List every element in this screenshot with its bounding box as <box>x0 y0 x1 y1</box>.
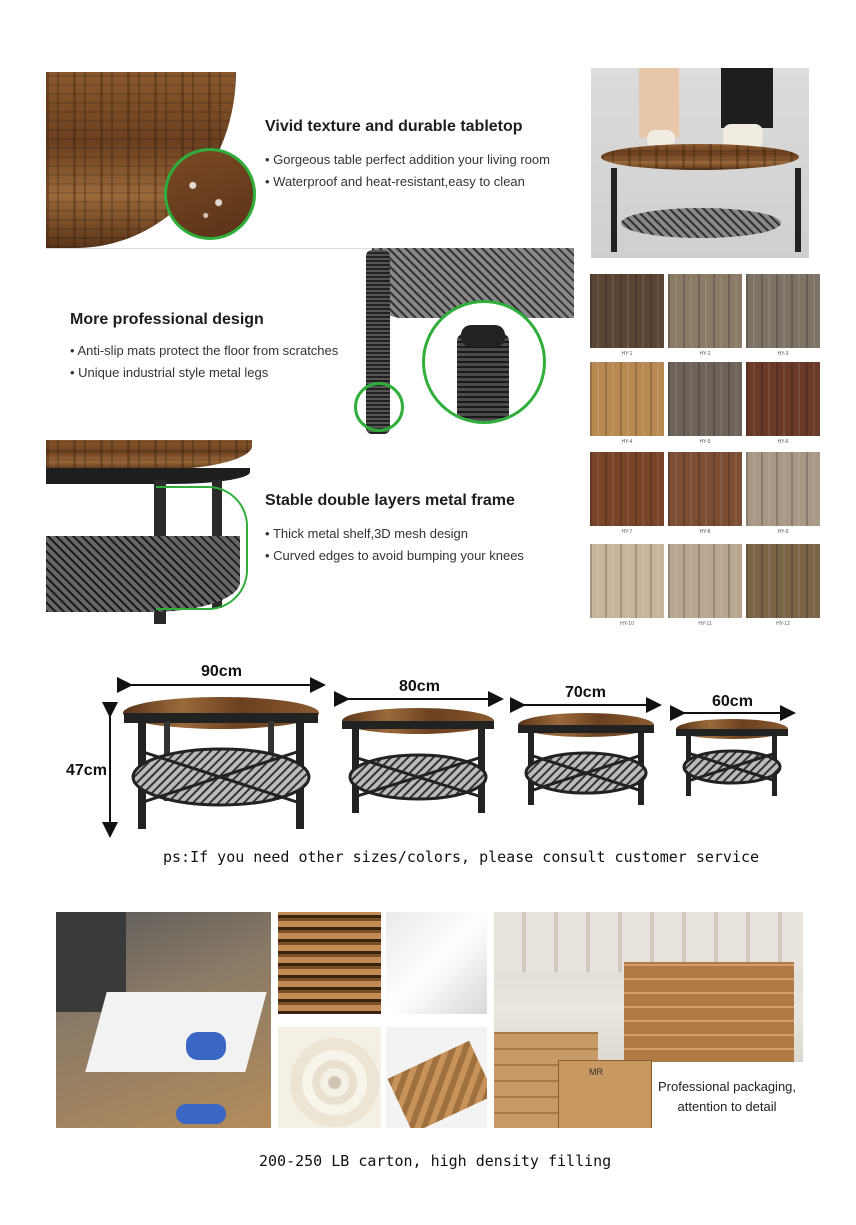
swatch-label: HY-11 <box>698 621 712 627</box>
color-swatch <box>590 452 664 526</box>
color-swatch <box>590 274 664 348</box>
cardboard-corner <box>388 1041 487 1128</box>
swatch-label: HY-2 <box>699 351 711 357</box>
packaging-caption <box>652 1077 802 1117</box>
diameter-label: 60cm <box>712 693 753 710</box>
swatch-label: HY-4 <box>621 439 633 445</box>
feature-bullet: • Gorgeous table perfect addition your living room <box>265 149 550 171</box>
color-swatch-grid <box>588 270 812 628</box>
carton-footer-note: 200-250 LB carton, high density filling <box>259 1152 612 1170</box>
swatch-label: HY-6 <box>777 439 789 445</box>
swatch-label: HY-7 <box>621 529 633 535</box>
corrugated-cardboard-photo <box>278 912 381 1014</box>
blue-glove <box>186 1032 226 1060</box>
color-swatch <box>746 452 820 526</box>
table-60cm <box>676 719 788 796</box>
packaging-caption-line: attention to detail <box>677 1099 777 1114</box>
foam-sheets-photo <box>386 912 487 1014</box>
carton-stack <box>624 962 794 1062</box>
feature-bullet: • Waterproof and heat-resistant,easy to clean <box>265 171 525 193</box>
custom-order-note: ps:If you need other sizes/colors, please consult customer service <box>163 848 760 866</box>
feature-title: Vivid texture and durable tabletop <box>265 118 523 135</box>
anti-slip-pad-zoom-circle <box>422 300 546 424</box>
round-tabletop <box>46 440 252 470</box>
person-legs <box>639 68 679 138</box>
color-swatch <box>668 362 742 436</box>
color-swatch <box>746 544 820 618</box>
blue-glove <box>176 1104 226 1124</box>
load-bearing-photo <box>591 68 809 258</box>
diameter-label: 80cm <box>399 678 440 695</box>
feature-bullet: • Thick metal shelf,3D mesh design <box>265 523 468 545</box>
diameter-label: 90cm <box>201 663 242 680</box>
diameter-label: 70cm <box>565 684 606 701</box>
color-swatch <box>590 362 664 436</box>
feature-title: Stable double layers metal frame <box>265 492 515 509</box>
swatch-label: HY-3 <box>777 351 789 357</box>
swatch-label: HY-12 <box>776 621 790 627</box>
color-swatch <box>668 544 742 618</box>
swatch-label: HY-8 <box>699 529 711 535</box>
pearl-cotton-roll-photo <box>278 1027 381 1128</box>
swatch-label: HY-5 <box>699 439 711 445</box>
table-80cm <box>342 708 494 813</box>
feature-title: More professional design <box>70 311 264 328</box>
leg-foot-highlight-circle <box>354 382 404 432</box>
swatch-label: HY-9 <box>777 529 789 535</box>
table-70cm <box>518 713 654 805</box>
packing-worker-photo <box>56 912 271 1128</box>
two-tier-frame-image <box>46 440 252 624</box>
color-swatch <box>590 544 664 618</box>
feature-bullet: • Curved edges to avoid bumping your knees <box>265 545 524 567</box>
packaging-caption-line: Professional packaging, <box>657 1079 797 1094</box>
foam-board <box>85 992 266 1072</box>
table-mesh-shelf <box>621 208 781 238</box>
height-label: 47cm <box>66 762 107 779</box>
table-90cm <box>123 697 319 829</box>
water-drop-zoom-circle <box>164 148 256 240</box>
color-swatch <box>668 274 742 348</box>
swatch-label: HY-1 <box>621 351 633 357</box>
color-swatch <box>746 362 820 436</box>
carton-box <box>558 1060 652 1128</box>
color-swatch <box>668 452 742 526</box>
corner-protector-photo <box>386 1027 487 1128</box>
anti-slip-mat <box>461 325 505 347</box>
swatch-label: HY-10 <box>620 621 634 627</box>
feature-bullet: • Anti-slip mats protect the floor from scratches <box>70 340 338 362</box>
person-dress <box>721 68 773 128</box>
color-swatch <box>746 274 820 348</box>
curved-edge-highlight <box>156 486 248 610</box>
feature-bullet: • Unique industrial style metal legs <box>70 362 268 384</box>
table-top <box>601 144 799 170</box>
box-brand-mark: MR <box>589 1067 603 1077</box>
